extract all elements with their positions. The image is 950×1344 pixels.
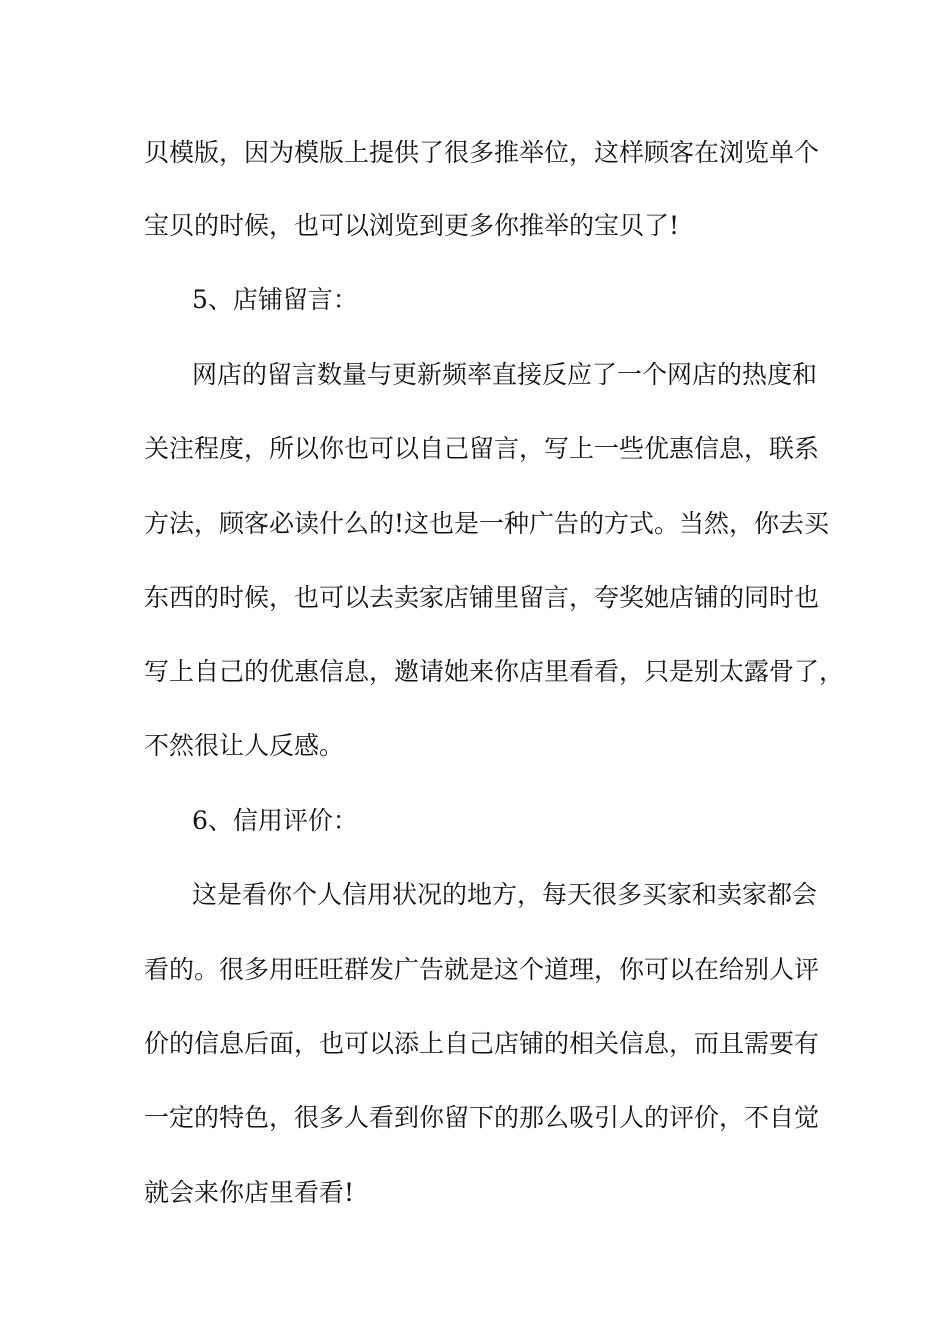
text-line: 方法，顾客必读什么的!这也是一种广告的方式。当然，你去买 — [144, 509, 830, 538]
text-line: 关注程度，所以你也可以自己留言，写上一些优惠信息，联系 — [144, 434, 820, 463]
text-line: 宝贝的时候，也可以浏览到更多你推举的宝贝了! — [144, 211, 680, 240]
text-line: 价的信息后面，也可以添上自己店铺的相关信息，而且需要有 — [144, 1029, 820, 1058]
text-line: 贝模版，因为模版上提供了很多推举位，这样顾客在浏览单个 — [144, 138, 820, 167]
text-line: 网店的留言数量与更新频率直接反应了一个网店的热度和 — [192, 360, 818, 389]
section-heading: 5、店铺留言： — [192, 285, 358, 314]
text-line: 一定的特色，很多人看到你留下的那么吸引人的评价，不自觉 — [144, 1103, 820, 1132]
text-line: 看的。很多用旺旺群发广告就是这个道理，你可以在给别人评 — [144, 955, 820, 984]
section-heading: 6、信用评价： — [192, 806, 358, 835]
text-line: 写上自己的优惠信息，邀请她来你店里看看，只是别太露骨了， — [144, 657, 845, 686]
text-line: 东西的时候，也可以去卖家店铺里留言，夸奖她店铺的同时也 — [144, 583, 820, 612]
text-line: 不然很让人反感。 — [144, 731, 345, 760]
text-line: 这是看你个人信用状况的地方，每天很多买家和卖家都会 — [192, 880, 818, 909]
text-line: 就会来你店里看看! — [144, 1178, 355, 1207]
